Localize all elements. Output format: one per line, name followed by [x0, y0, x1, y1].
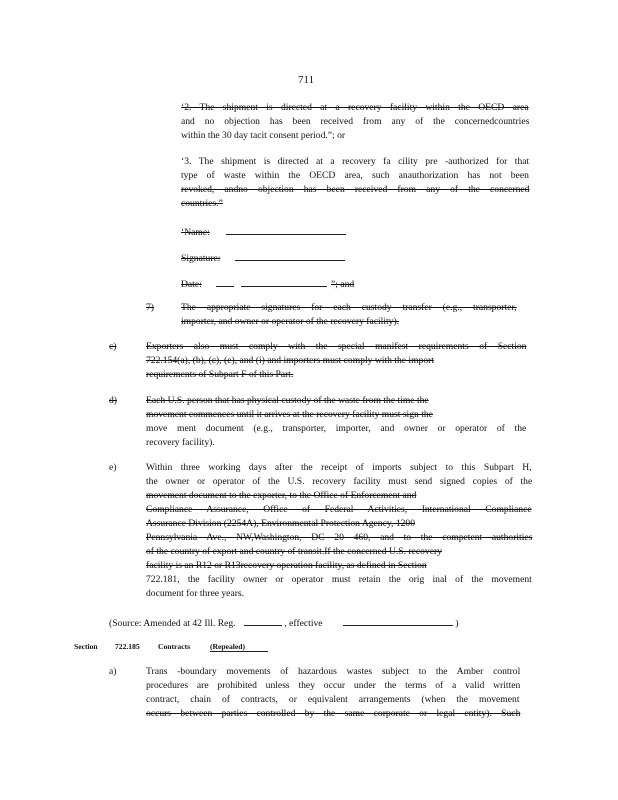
section-status: (Repealed): [210, 642, 268, 652]
item-c-line-1: Exporters also must comply with the special manifest requirements of Section: [146, 341, 527, 352]
item-e-line-3: movement document to the exporter, to the Office of Enforcement and: [146, 490, 417, 501]
item-e-line-5: Assurance Division (2254A), Environmental Protection Agency, 1200: [146, 518, 416, 529]
item-d-line-3: move ment document (e.g., transporter, importer, and owner or operator of the: [146, 423, 527, 434]
date-blank-2: [241, 275, 327, 287]
item-a-line-1: Trans -boundary movements of hazardous wastes subject to the Amber control: [146, 666, 521, 677]
page-number: 711: [298, 74, 315, 86]
item-e-line-7: of the country of export and country of transit.If the concerned U.S. recovery: [146, 546, 442, 557]
item-a-line-3: contract, chain of contracts, or equivalent arrangements (when the movement: [146, 694, 520, 705]
item-2-text: [181, 101, 529, 143]
item-d-label: d): [109, 395, 117, 406]
signature-line: [181, 249, 345, 266]
item-c-text: [146, 340, 526, 382]
source-suffix: ): [455, 618, 459, 629]
name-label: ‘Name:: [181, 227, 210, 238]
item-7-label: 7): [146, 302, 154, 313]
item-c-line-2: 722.154(a), (b), (c), (e), and (i) and importers must comply with the import: [146, 355, 435, 366]
item-d-text: [146, 394, 526, 450]
signature-label: Signature:: [181, 253, 221, 264]
source-prefix: (Source: Amended at 42 Ill. Reg.: [109, 618, 236, 629]
item-d-line-1: Each U.S. person that has physical custody of the waste from the time the: [146, 395, 429, 406]
item-3-text: [181, 155, 529, 211]
item-e-line-4: Compliance Assurance, Office of Federal Activities, International Compliance: [146, 504, 532, 515]
item-3-line-1: ‘3. The shipment is directed at a recovery fa cility pre -authorized for that: [181, 156, 530, 167]
item-a-text: [146, 665, 520, 721]
name-line: [181, 223, 346, 240]
source-reg-blank: [244, 614, 282, 626]
item-e-line-9: 722.181, the facility owner or operator must retain the orig inal of the movement: [146, 574, 532, 585]
section-label: Section: [74, 642, 98, 651]
section-number: 722.185: [115, 642, 140, 651]
item-a-line-2: procedures are prohibited unless they occur under the terms of a valid written: [146, 680, 521, 691]
date-label: Date:: [181, 279, 202, 290]
item-e-line-10: document for three years.: [146, 588, 245, 599]
item-2-line-2: and no objection has been received from any of the concernedcountries: [181, 116, 530, 127]
source-middle: , effective: [284, 618, 323, 629]
item-d-line-2: movement commences until it arrives at the recovery facility must sign the: [146, 409, 433, 420]
item-7-text: [181, 301, 517, 329]
item-2-line-3: within the 30 day tacit consent period.”; or: [181, 130, 346, 141]
item-e-text: [146, 461, 532, 601]
item-e-line-2: the owner or operator of the U.S. recovery facility must send signed copies of the: [146, 476, 533, 487]
date-blank-1: [216, 275, 234, 287]
item-e-line-6: Pennsylvania Ave., NW,Washington, DC 20 460, and to the competent authorities: [146, 532, 533, 543]
item-7-line-1: The appropriate signatures for each custody transfer (e.g., transporter,: [181, 302, 517, 313]
date-line: [181, 275, 354, 292]
item-3-line-4: countries.”: [181, 198, 223, 209]
item-3-line-2: type of waste within the OECD area, such anauthorization has not been: [181, 170, 529, 181]
date-suffix: ”; and: [331, 279, 355, 290]
section-title: Contracts: [158, 642, 191, 651]
item-7-line-2: importer, and owner or operator of the recovery facility).: [181, 316, 400, 327]
item-a-label: a): [109, 666, 117, 677]
item-e-line-8: facility is an R12 or R13recovery operation facility, as defined in Section: [146, 560, 427, 571]
source-effective-blank: [343, 614, 453, 626]
item-e-label: e): [109, 462, 117, 473]
source-line: [109, 614, 459, 631]
item-c-line-3: requirements of Subpart F of this Part.: [146, 369, 294, 380]
signature-blank: [235, 249, 345, 261]
item-2-line-1: ‘2. The shipment is directed at a recovery facility within the OECD area: [181, 102, 529, 113]
item-d-line-4: recovery facility).: [146, 437, 215, 448]
name-blank: [226, 223, 346, 235]
item-a-line-4: occurs between parties controlled by the same corporate or legal entity). Such: [146, 708, 521, 719]
item-c-label: c): [109, 341, 117, 352]
item-3-line-3: revoked, andno objection has been received from any of the concerned: [181, 184, 530, 195]
item-e-line-1: Within three working days after the receipt of imports subject to this Subpart H,: [146, 462, 532, 473]
